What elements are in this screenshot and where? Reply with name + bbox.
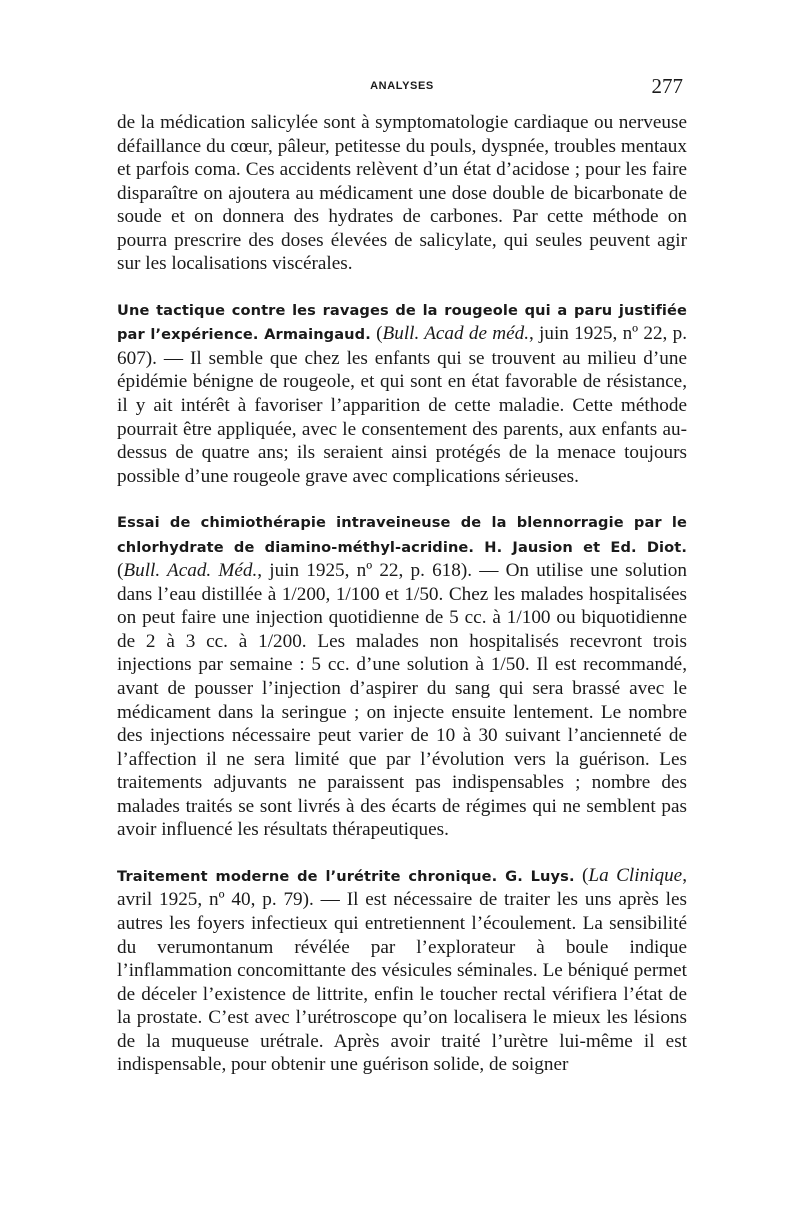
entry-title: Une tactique contre les ravages de la rougeole qui a paru justifiée par l’expérience. Armaingaud. xyxy=(117,301,687,344)
entry-title: Traitement moderne de l’urétrite chronique. G. Luys. xyxy=(117,867,575,885)
intro-paragraph: de la médication salicylée sont à symptomatologie cardiaque ou nerveuse défaillance du cœur, pâleur, petitesse du pouls, dyspnée, troubles mentaux et parfois coma. Ces accidents relèvent d’un état d’acidose ; pour les faire disparaître on ajoutera au médicament une dose double de bicarbonate de soude et on donnera des hydrates de carbones. Par cette méthode on pourra prescrire des doses élevées de salicylate, qui seules peuvent agir sur les localisations viscérales. xyxy=(117,112,687,275)
entry-source-details: , avril 1925, nº 40, p. 79). xyxy=(117,864,687,911)
page-header xyxy=(117,74,687,104)
entry-source-details: , juin 1925, nº 22, p. 618). xyxy=(257,560,473,582)
entry-source-journal: Bull. Acad de méd. xyxy=(382,323,529,345)
entry-source-open: ( xyxy=(117,560,124,582)
abstract-entry xyxy=(117,298,687,488)
abstract-entry xyxy=(117,864,687,1077)
entry-source-journal: La Clinique xyxy=(588,864,683,886)
entry-body: — Il est nécessaire de traiter les uns après les autres les foyers infectieux qui entretiennent l’écoulement. La sensibilité du verumontanum révélée par l’explorateur à boule indique l’inflammation concomittante des vésicules séminales. Le béniqué permet de déceler l’existence de littrite, enfin le toucher rectal vérifiera l’état de la prostate. C’est avec l’urétroscope qu’on localisera le mieux les lésions de la muqueuse urétrale. Après avoir traité l’urètre lui-même il est indispensable, pour obtenir une guérison solide, de soigner xyxy=(117,889,687,1076)
entry-source-details: , juin 1925, nº 22, p. 607). xyxy=(117,323,687,369)
entry-body: — On utilise une solution dans l’eau distillée à 1/200, 1/100 et 1/50. Chez les malades hospitalisées on peut faire une injection quotidienne de 5 cc. à 1/100 ou biquotidienne de 2 à 3 cc. à 1/200. Les malades non hospitalisés recevront trois injections par semaine : 5 cc. d’une solution à 1/50. Il est recommandé, avant de pousser l’injection d’aspirer du sang qui sera brassé avec le médicament dans la seringue ; on injecte ensuite lentement. Le nombre des injections nécessaire peut varier de 10 à 30 suivant l’ancienneté de l’affection il ne sera limité que par l’évolution vers la guérison. Les traitements adjuvants ne paraissent pas indispensables ; nombre des malades traités se sont livrés à des écarts de régimes qui ne semblent pas avoir influencé les résultats thérapeutiques. xyxy=(117,560,687,841)
entry-source-open: ( xyxy=(370,323,383,345)
abstract-entry xyxy=(117,510,687,842)
entry-source-open: ( xyxy=(574,864,589,886)
entry-body: — Il semble que chez les enfants qui se trouvent au milieu d’une épidémie bénigne de rougeole, et qui sont en état favorable de résistance, il y ait intérêt à favoriser l’apparition de cette maladie. Cette méthode pourrait être appliquée, avec le consentement des parents, aux enfants au-dessus de quatre ans; ils seraient ainsi protégés de la menace toujours possible d’une rougeole grave avec complications sérieuses. xyxy=(117,347,687,487)
page-number: 277 xyxy=(651,74,683,98)
entry-title: Essai de chimiothérapie intraveineuse de la blennorragie par le chlorhydrate de diamino-méthyl-acridine. H. Jausion et Ed. Diot. xyxy=(117,514,687,556)
entry-source-journal: Bull. Acad. Méd. xyxy=(123,560,258,582)
text-column xyxy=(117,111,687,1099)
running-head: ANALYSES xyxy=(370,80,434,92)
